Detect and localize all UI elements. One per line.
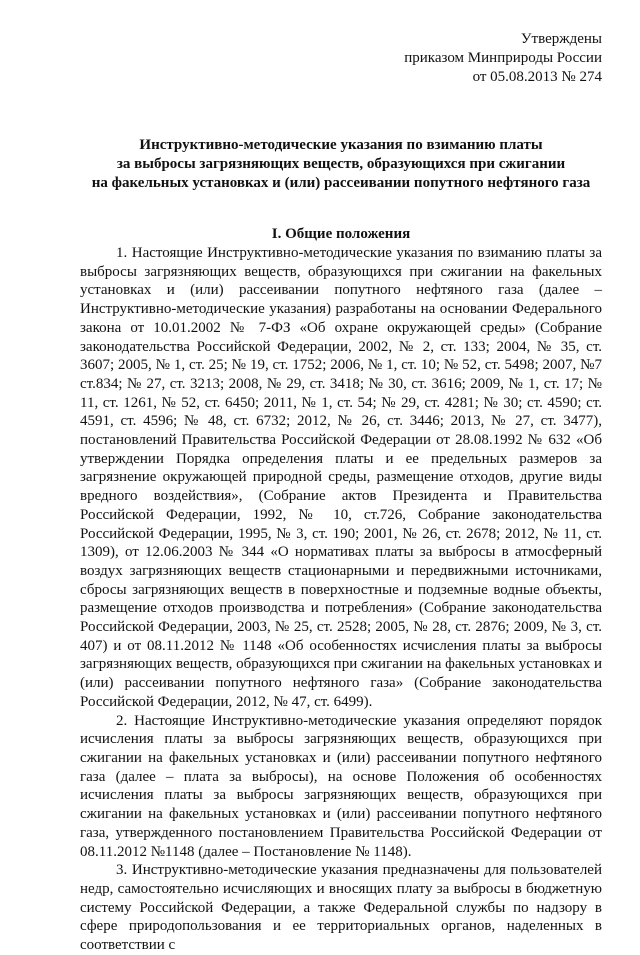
paragraph-2: 2. Настоящие Инструктивно-методические указания определяют порядок исчисления платы за выбросы загрязняющих веществ, образующихся при сжигании на факельных установках и (или) рассеивании попутного нефтяного газа (далее – плата за выбросы), на основе Положения об особенностях исчисления платы за выбросы загрязняющих веществ, образующихся при сжигании на факельных установках и (или) рассеивании попутного нефтяного газа, утвержденного постановлением Правительства Российской Федерации от 08.11.2012 №1148 (далее – Постановление № 1148). — [80, 712, 602, 860]
approval-stamp — [404, 30, 602, 87]
document-body — [80, 244, 602, 955]
title-line-3: на факельных установках и (или) рассеивании попутного нефтяного газа — [91, 175, 591, 191]
paragraph-3: 3. Инструктивно-методические указания предназначены для пользователей недр, самостоятельно исчисляющих и вносящих плату за выбросы в бюджетную систему Российской Федерации, а также Федеральной службы по надзору в сфере природопользования и ее территориальных органов, наделенных в соответствии с — [80, 862, 602, 954]
title-line-1: Инструктивно-методические указания по взиманию платы — [139, 137, 543, 153]
document-title — [80, 136, 602, 193]
approval-line-order: приказом Минприроды России — [404, 50, 602, 66]
title-line-2: за выбросы загрязняющих веществ, образующихся при сжигании — [116, 156, 566, 172]
paragraph-1: 1. Настоящие Инструктивно-методические указания по взиманию платы за выбросы загрязняющих веществ, образующихся при сжигании на факельных установках и (или) рассеивании попутного нефтяного газа (далее – Инструктивно-методические указания) разработаны на основании Федерального закона от 10.01.2002 № 7-ФЗ «Об охране окружающей среды» (Собрание законодательства Российской Федерации, 2002, № 2, ст. 133; 2004, № 35, ст. 3607; 2005, № 1, ст. 25; № 19, ст. 1752; 2006, № 1, ст. 10; № 52, ст. 5498; 2007, №7 ст.834; № 27, ст. 3213; 2008, № 29, ст. 3418; № 30, ст. 3616; 2009, № 1, ст. 17; № 11, ст. 1261, № 52, ст. 6450; 2011, № 1, ст. 54; № 29, ст. 4281; № 30; ст. 4590; ст. 4591, ст. 4596; № 48, ст. 6732; 2012, № 26, ст. 3446; 2013, № 27, ст. 3477), постановлений Правительства Российской Федерации от 28.08.1992 № 632 «Об утверждении Порядка определения платы и ее предельных размеров за загрязнение окружающей природной среды, размещение отходов, другие виды вредного воздействия», (Собрание актов Президента и Правительства Российской Федерации, 1992, № 10, ст.726, Собрание законодательства Российской Федерации, 1995, № 3, ст. 190; 2001, № 26, ст. 2678; 2012, № 11, ст. 1309), от 12.06.2003 № 344 «О нормативах платы за выбросы в атмосферный воздух загрязняющих веществ стационарными и передвижными источниками, сбросы загрязняющих веществ в поверхностные и подземные водные объекты, размещение отходов производства и потребления» (Собрание законодательства Российской Федерации, 2003, № 25, ст. 2528; 2005, № 28, ст. 2876; 2009, № 3, ст. 407) и от 08.11.2012 № 1148 «Об особенностях исчисления платы за выбросы загрязняющих веществ, образующихся при сжигании на факельных установках и (или) рассеивании попутного нефтяного газа» (Собрание законодательства Российской Федерации, 2012, № 47, ст. 6499). — [80, 245, 602, 710]
approval-line-approved: Утверждены — [520, 31, 602, 47]
approval-line-date: от 05.08.2013 № 274 — [472, 69, 602, 85]
section-heading: I. Общие положения — [271, 226, 411, 242]
